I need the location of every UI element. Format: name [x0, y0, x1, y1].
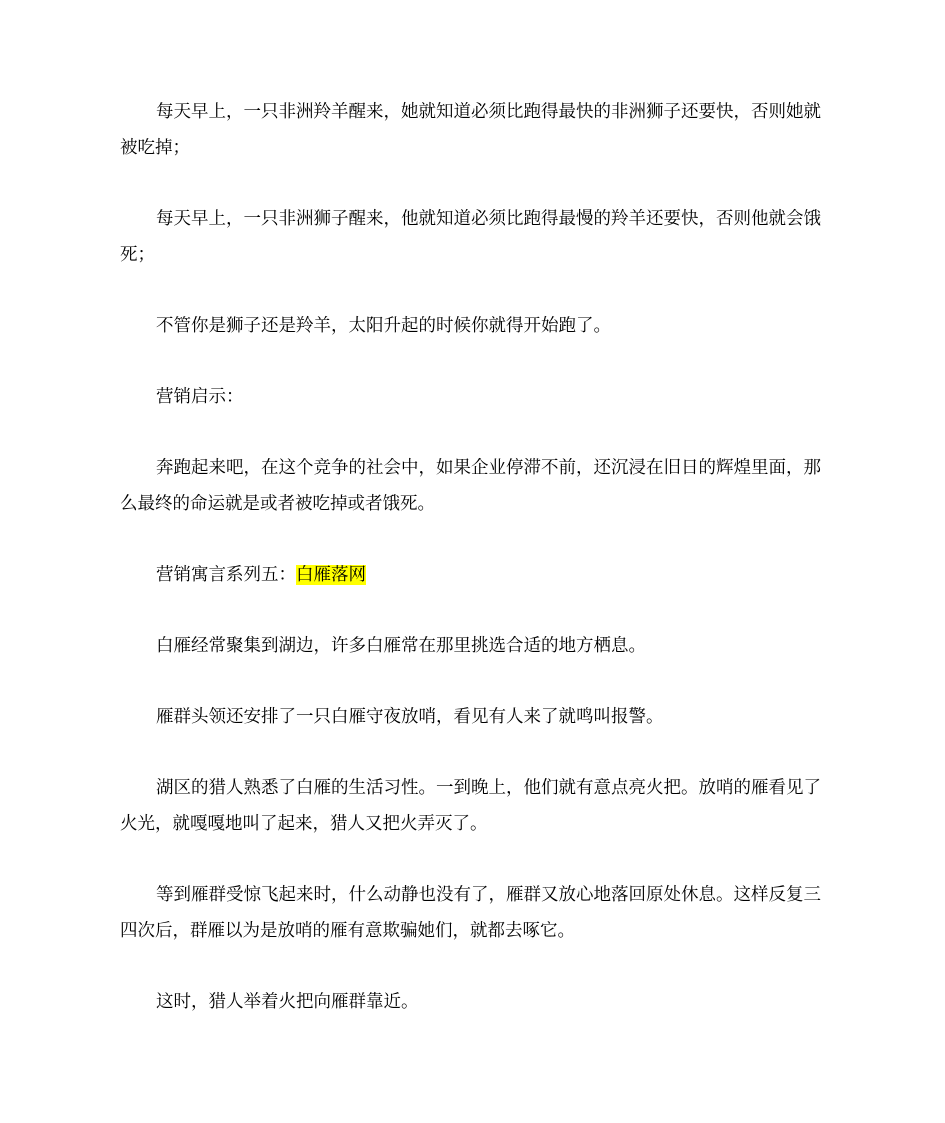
paragraph-marketing-insight: 奔跑起来吧，在这个竞争的社会中，如果企业停滞不前，还沉浸在旧日的辉煌里面，那么最终的命运就是或者被吃掉或者饿死。 — [120, 458, 821, 514]
paragraph-approach: 这时，猎人举着火把向雁群靠近。 — [156, 992, 419, 1012]
paragraph-geese-gather: 白雁经常聚集到湖边，许多白雁常在那里挑选合适的地方栖息。 — [156, 636, 646, 656]
paragraph-hunters: 湖区的猎人熟悉了白雁的生活习性。一到晚上，他们就有意点亮火把。放哨的雁看见了火光，就嘎嘎地叫了起来，猎人又把火弄灭了。 — [120, 778, 821, 834]
paragraph-sentry: 雁群头领还安排了一只白雁守夜放哨，看见有人来了就鸣叫报警。 — [156, 707, 664, 727]
series-heading-prefix: 营销寓言系列五： — [156, 565, 296, 585]
paragraph-deception: 等到雁群受惊飞起来时，什么动静也没有了，雁群又放心地落回原处休息。这样反复三四次后，群雁以为是放哨的雁有意欺骗她们，就都去啄它。 — [120, 885, 821, 941]
series-heading — [120, 558, 830, 594]
paragraph-antelope: 每天早上，一只非洲羚羊醒来，她就知道必须比跑得最快的非洲狮子还要快，否则她就被吃掉； — [120, 102, 821, 158]
series-heading-highlighted-title: 白雁落网 — [296, 565, 366, 585]
paragraph-lion: 每天早上，一只非洲狮子醒来，他就知道必须比跑得最慢的羚羊还要快，否则他就会饿死； — [120, 209, 821, 265]
paragraph-run: 不管你是狮子还是羚羊，太阳升起的时候你就得开始跑了。 — [156, 316, 611, 336]
paragraph-marketing-insight-heading: 营销启示： — [156, 387, 244, 407]
